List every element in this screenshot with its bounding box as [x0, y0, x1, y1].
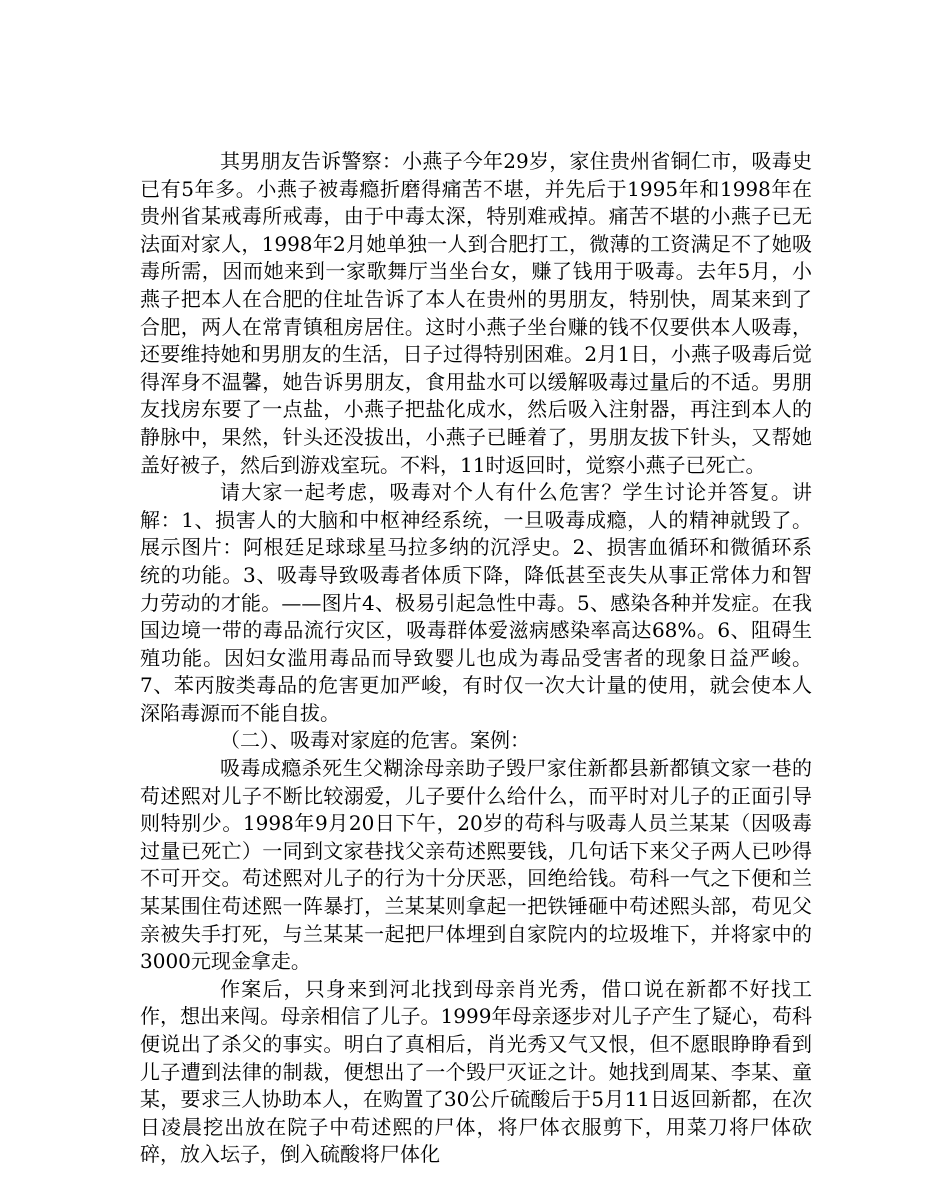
section-heading-family-harm: （二）、吸毒对家庭的危害。案例： [220, 728, 530, 753]
paragraph-case-patricide: 吸毒成瘾杀死生父糊涂母亲助子毁尸家住新都县新都镇文家一巷的苟述熙对儿子不断比较溺爱，儿子要什么给什么，而平时对儿子的正面引导则特别少。1998年9月20日下午，20岁的苟科与吸毒人员兰某某（因吸毒过量已死亡）一同到文家巷找父亲苟述熙要钱，几句话下来父子两人已吵得不可开交。苟述熙对儿子的行为十分厌恶，回绝给钱。苟科一气之下便和兰某某围住苟述熙一阵暴打，兰某某则拿起一把铁锤砸中苟述熙头部，苟见父亲被失手打死，与兰某某一起把尸体埋到自家院内的垃圾堆下，并将家中的3000元现金拿走。 [140, 756, 812, 974]
paragraph-case-aftermath: 作案后，只身来到河北找到母亲肖光秀，借口说在新都不好找工作，想出来闯。母亲相信了儿子。1999年母亲逐步对儿子产生了疑心，苟科便说出了杀父的事实。明白了真相后，肖光秀又气又恨，但不愿眼睁睁看到儿子遭到法律的制裁，便想出了一个毁尸灭证之计。她找到周某、李某、童某，要求三人协助本人，在购置了30公斤硫酸后于5月11日返回新都，在次日凌晨挖出放在院子中苟述熙的尸体，将尸体衣服剪下，用菜刀将尸体砍碎，放入坛子，倒入硫酸将尸体化 [140, 976, 812, 1167]
document-page [140, 148, 812, 1169]
paragraph-personal-harm: 请大家一起考虑，吸毒对个人有什么危害？学生讨论并答复。讲解：1、损害人的大脑和中枢神经系统，一旦吸毒成瘾，人的精神就毁了。展示图片：阿根廷足球球星马拉多纳的沉浮史。2、损害血循环和微循环系统的功能。3、吸毒导致吸毒者体质下降，降低甚至丧失从事正常体力和智力劳动的才能。——图片4、极易引起急性中毒。5、感染各种并发症。在我国边境一带的毒品流行灾区，吸毒群体爱滋病感染率高达68%。6、阻碍生殖功能。因妇女滥用毒品而导致婴儿也成为毒品受害者的现象日益严峻。7、苯丙胺类毒品的危害更加严峻，有时仅一次大计量的使用，就会使本人深陷毒源而不能自拔。 [140, 480, 812, 725]
paragraph-boyfriend-statement: 其男朋友告诉警察：小燕子今年29岁，家住贵州省铜仁市，吸毒史已有5年多。小燕子被毒瘾折磨得痛苦不堪，并先后于1995年和1998年在贵州省某戒毒所戒毒，由于中毒太深，特别难戒掉。痛苦不堪的小燕子已无法面对家人，1998年2月她单独一人到合肥打工，微薄的工资满足不了她吸毒所需，因而她来到一家歌舞厅当坐台女，赚了钱用于吸毒。去年5月，小燕子把本人在合肥的住址告诉了本人在贵州的男朋友，特别快，周某来到了合肥，两人在常青镇租房居住。这时小燕子坐台赚的钱不仅要供本人吸毒，还要维持她和男朋友的生活，日子过得特别困难。2月1日，小燕子吸毒后觉得浑身不温馨，她告诉男朋友，食用盐水可以缓解吸毒过量后的不适。男朋友找房东要了一点盐，小燕子把盐化成水，然后吸入注射器，再注到本人的静脉中，果然，针头还没拔出，小燕子已睡着了，男朋友拔下针头，又帮她盖好被子，然后到游戏室玩。不料，11时返回时，觉察小燕子已死亡。 [140, 149, 812, 477]
